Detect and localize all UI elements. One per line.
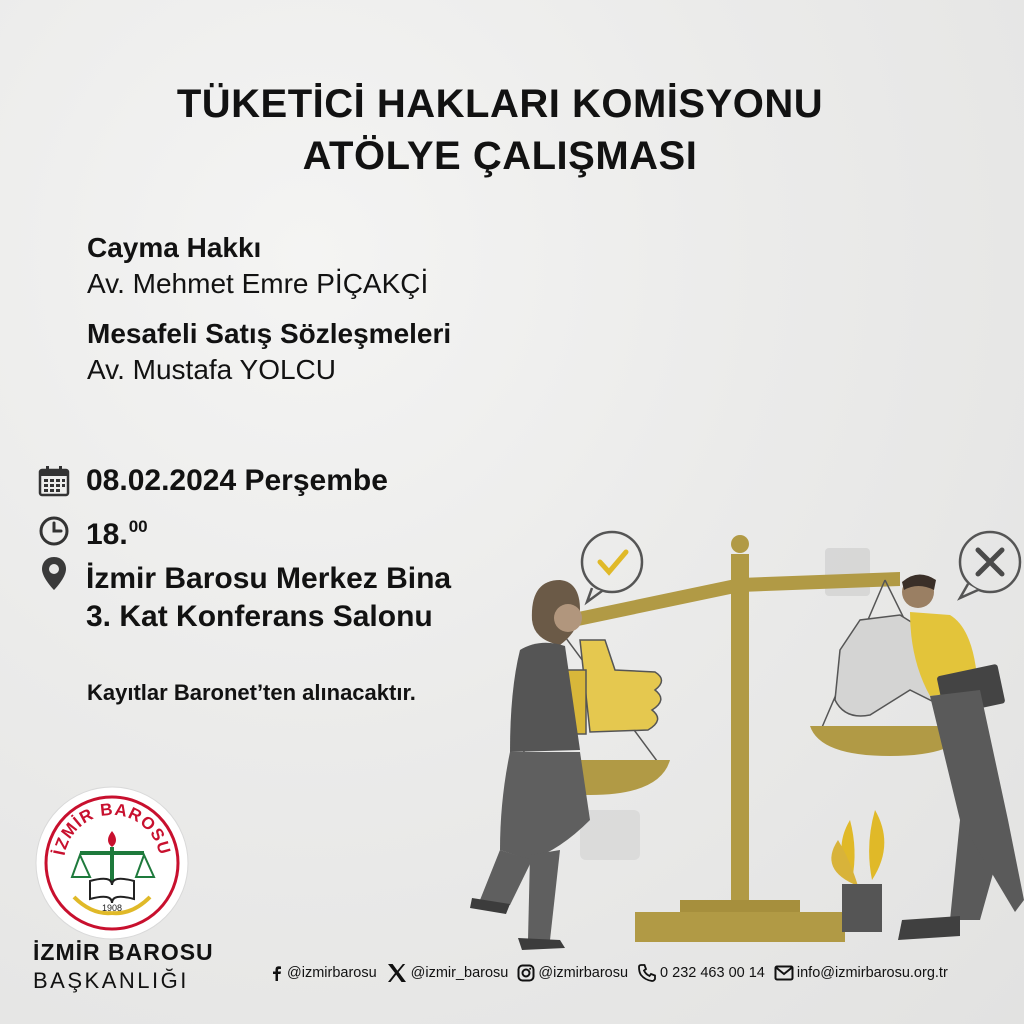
registration-note: Kayıtlar Baronet’ten alınacaktır. — [87, 680, 416, 705]
title-line-1: TÜKETİCİ HAKLARI KOMİSYONU — [176, 82, 824, 126]
organization-name-line-2: BAŞKANLIĞI — [33, 968, 189, 993]
location-line-2: 3. Kat Konferans Salonu — [86, 600, 433, 633]
event-time-minutes: 00 — [128, 517, 148, 536]
facebook-handle: @izmirbarosu — [287, 965, 377, 981]
organization-name — [33, 938, 214, 996]
event-time-row — [36, 508, 148, 554]
clock-icon — [36, 513, 72, 549]
instagram-icon — [517, 964, 535, 982]
check-bubble-icon — [582, 532, 642, 602]
talk-topic: Cayma Hakkı — [87, 232, 262, 263]
cross-bubble-icon — [960, 532, 1020, 598]
email-address: info@izmirbarosu.org.tr — [796, 965, 948, 981]
event-date-row — [36, 462, 388, 500]
facebook-icon — [270, 965, 284, 981]
logo-text: İZMİR BAROSU — [49, 799, 175, 858]
mail-icon — [774, 965, 794, 981]
event-location-row — [36, 556, 86, 592]
organization-name-line-1: İZMİR BAROSU — [33, 939, 214, 965]
event-title — [0, 78, 1000, 182]
location-pin-icon — [36, 556, 72, 592]
location-line-1: İzmir Barosu Merkez Bina — [86, 562, 452, 595]
facebook-link[interactable] — [270, 965, 377, 981]
talk-list — [87, 230, 451, 402]
event-location — [86, 560, 451, 636]
talk-speaker: Av. Mustafa YOLCU — [87, 354, 336, 385]
instagram-link[interactable] — [517, 964, 628, 982]
event-date: 08.02.2024 Perşembe — [86, 464, 388, 497]
talk-topic: Mesafeli Satış Sözleşmeleri — [87, 318, 452, 349]
talk-item — [87, 316, 451, 388]
phone-number: 0 232 463 00 14 — [660, 965, 765, 981]
talk-item — [87, 230, 451, 302]
event-time-hour: 18. — [86, 518, 128, 551]
izmir-barosu-logo — [34, 785, 190, 941]
x-handle: @izmir_barosu — [410, 965, 509, 981]
phone-icon — [637, 963, 657, 983]
calendar-icon — [36, 463, 72, 499]
justice-scale-illustration — [440, 520, 1024, 960]
x-link[interactable] — [386, 962, 509, 984]
email-link[interactable] — [774, 965, 948, 981]
x-icon — [386, 962, 408, 984]
instagram-handle: @izmirbarosu — [538, 965, 629, 981]
event-time — [86, 508, 148, 554]
talk-speaker: Av. Mehmet Emre PİÇAKÇİ — [87, 268, 429, 299]
title-line-2: ATÖLYE ÇALIŞMASI — [302, 134, 698, 178]
logo-year: 1908 — [101, 903, 123, 913]
phone-link[interactable] — [637, 963, 765, 983]
contact-bar — [270, 962, 957, 984]
